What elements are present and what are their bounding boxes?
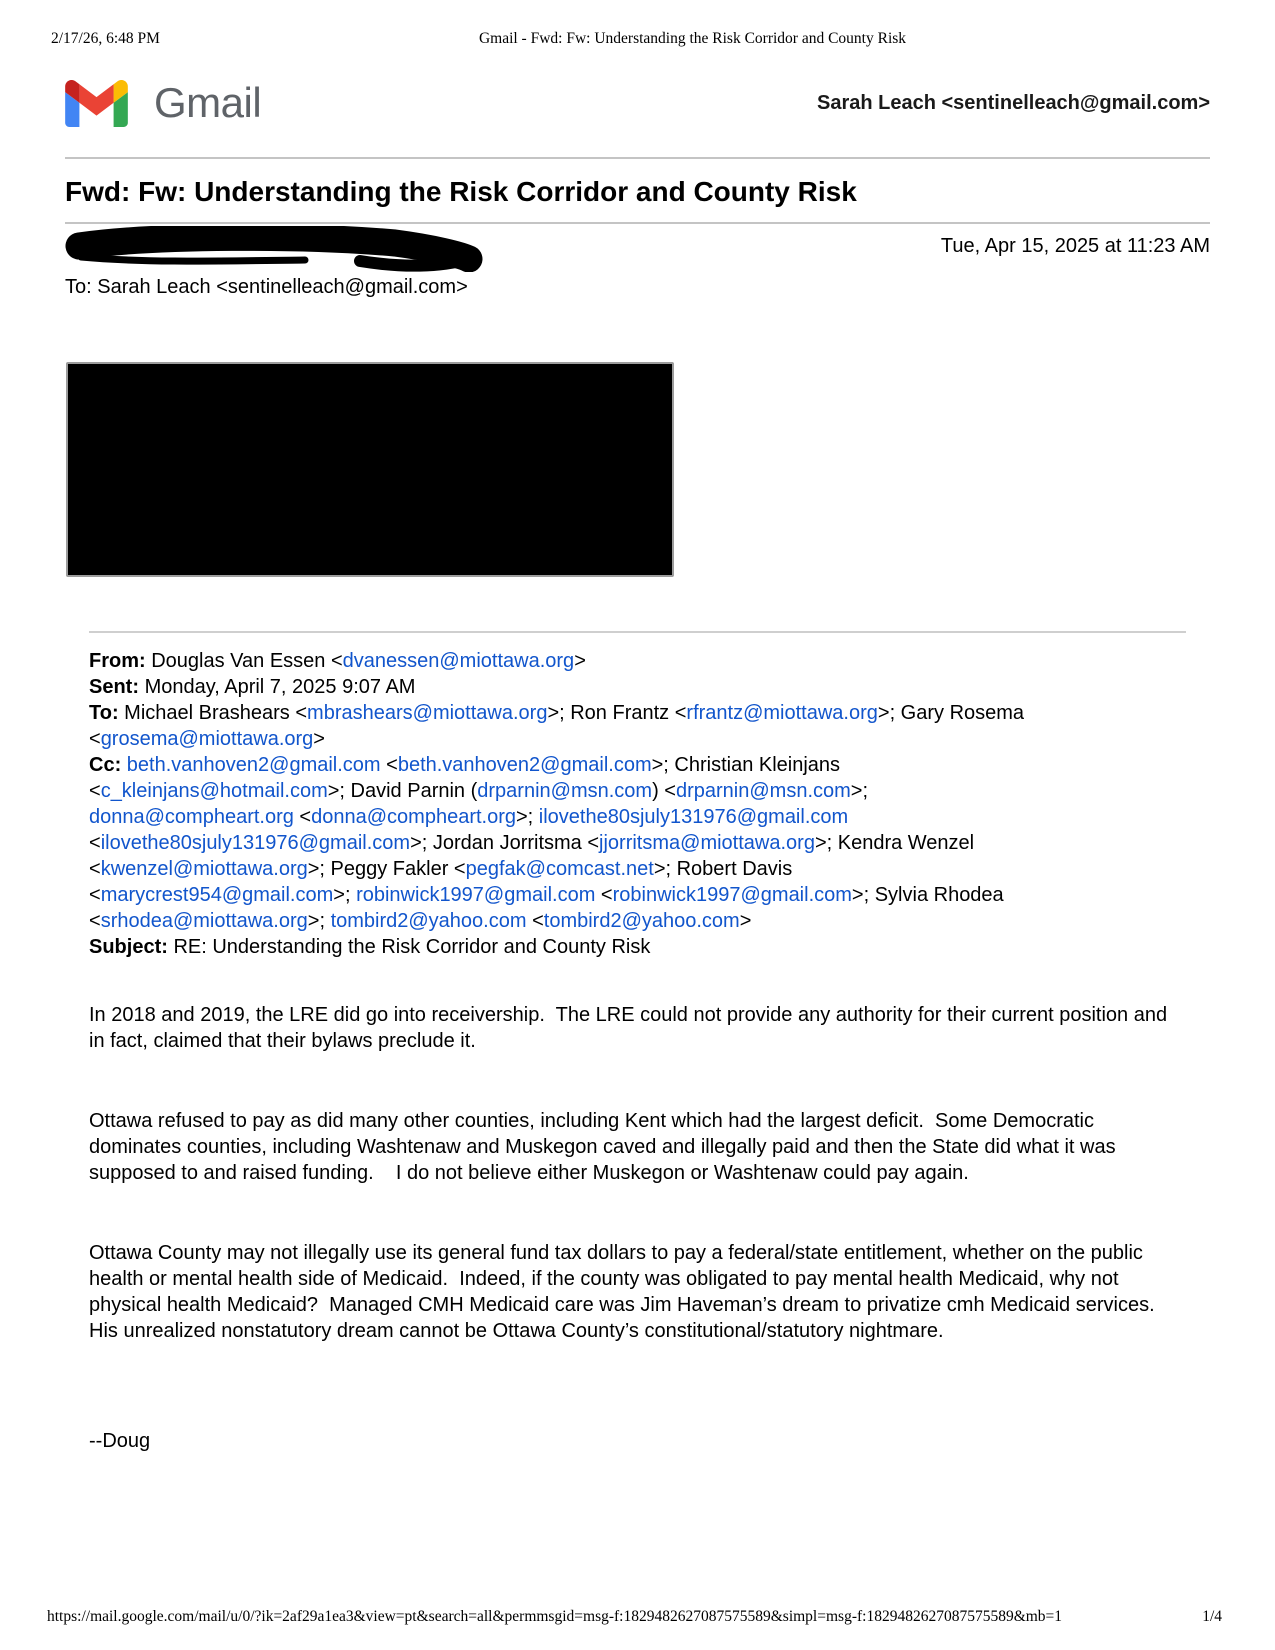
- quoted-header-line: [89, 726, 1186, 752]
- print-header: [0, 0, 1275, 48]
- gmail-logo: [65, 80, 261, 127]
- email-link[interactable]: ilovethe80sjuly131976@gmail.com: [100, 831, 411, 854]
- email-link[interactable]: dvanessen@miottawa.org: [342, 649, 575, 672]
- quoted-header-line: [89, 856, 1186, 882]
- header-text: >;: [307, 909, 331, 932]
- print-datetime: 2/17/26, 6:48 PM: [51, 30, 160, 47]
- quoted-header-line: [89, 752, 1186, 778]
- header-text: >; Ron Frantz <: [547, 701, 687, 724]
- print-footer: [0, 1608, 1275, 1650]
- header-text: <: [89, 909, 101, 932]
- gmail-header-bar: [65, 74, 1210, 132]
- email-link[interactable]: drparnin@msn.com: [675, 779, 851, 802]
- quoted-header-line: [89, 648, 1186, 674]
- quoted-header-line: [89, 934, 1186, 960]
- email-link[interactable]: kwenzel@miottawa.org: [100, 857, 308, 880]
- email-link[interactable]: jjorritsma@miottawa.org: [599, 831, 815, 854]
- header-text: >; Kendra Wenzel: [814, 831, 975, 854]
- page-number: 1/4: [1202, 1608, 1222, 1625]
- header-text: >;: [516, 805, 539, 828]
- quoted-header-line: [89, 908, 1186, 934]
- email-link[interactable]: srhodea@miottawa.org: [100, 909, 308, 932]
- signature: --Doug: [89, 1429, 151, 1452]
- quoted-message-header: [89, 648, 1186, 960]
- header-text: >; David Parnin (: [327, 779, 478, 802]
- to-recipient-line: To: Sarah Leach <sentinelleach@gmail.com>: [65, 275, 468, 298]
- quoted-header-line: [89, 830, 1186, 856]
- quoted-header-line: [89, 700, 1186, 726]
- header-text: <: [595, 883, 613, 906]
- header-text: >;: [333, 883, 357, 906]
- email-link[interactable]: pegfak@comcast.net: [465, 857, 654, 880]
- print-title: Gmail - Fwd: Fw: Understanding the Risk Corridor and County Risk: [478, 30, 907, 47]
- body-paragraph: In 2018 and 2019, the LRE did go into receivership. The LRE could not provide any authority for their current position and in fact, claimed that their bylaws preclude it.: [89, 1003, 1173, 1052]
- header-text: >: [574, 649, 586, 672]
- print-url: https://mail.google.com/mail/u/0/?ik=2af29a1ea3&view=pt&search=all&permmsgid=msg-f:1829482627087575589&simpl=msg-f:1829482627087575589&mb=1: [47, 1608, 1063, 1625]
- quoted-header-line: [89, 882, 1186, 908]
- email-link[interactable]: tombird2@yahoo.com: [330, 909, 527, 932]
- field-label: From:: [89, 649, 152, 672]
- header-text: >; Jordan Jorritsma <: [410, 831, 600, 854]
- quoted-header-line: [89, 674, 1186, 700]
- message-meta-row: [65, 224, 1210, 324]
- email-body: [89, 1002, 1186, 1344]
- received-date: Tue, Apr 15, 2025 at 11:23 AM: [940, 234, 1210, 257]
- header-text: >: [739, 909, 752, 932]
- header-text: >; Gary Rosema: [877, 701, 1025, 724]
- field-label: Cc:: [89, 753, 127, 776]
- header-text: >;: [850, 779, 869, 802]
- email-link[interactable]: mbrashears@miottawa.org: [307, 701, 548, 724]
- header-text: Michael Brashears <: [124, 701, 308, 724]
- header-text: <: [526, 909, 544, 932]
- header-text: Douglas Van Essen <: [151, 649, 343, 672]
- email-link[interactable]: rfrantz@miottawa.org: [686, 701, 878, 724]
- quoted-header-line: [89, 804, 1186, 830]
- redacted-sender-scribble: [65, 226, 483, 272]
- quoted-message-divider: [89, 631, 1186, 633]
- header-text: <: [89, 831, 101, 854]
- redacted-image-block: [66, 362, 674, 577]
- divider: [65, 157, 1210, 159]
- email-link[interactable]: donna@compheart.org: [311, 805, 516, 828]
- email-print-page: [0, 48, 1275, 1453]
- email-subject-heading: Fwd: Fw: Understanding the Risk Corridor and County Risk: [65, 176, 857, 207]
- header-text: <: [89, 727, 101, 750]
- header-text: >; Robert Davis: [653, 857, 793, 880]
- header-text: >; Peggy Fakler <: [307, 857, 466, 880]
- email-link[interactable]: donna@compheart.org: [89, 805, 294, 828]
- body-paragraph: Ottawa refused to pay as did many other counties, including Kent which had the largest deficit. Some Democratic dominates counties, including Washtenaw and Muskegon caved and illegally paid and then the State did what it was supposed to and raised funding. I do not believe either Muskegon or Washtenaw could pay again.: [89, 1109, 1122, 1184]
- field-label: Subject:: [89, 935, 174, 958]
- email-link[interactable]: grosema@miottawa.org: [100, 727, 314, 750]
- header-text: RE: Understanding the Risk Corridor and County Risk: [173, 935, 651, 958]
- email-link[interactable]: beth.vanhoven2@gmail.com: [397, 753, 652, 776]
- field-label: Sent:: [89, 675, 145, 698]
- header-text: <: [89, 779, 101, 802]
- header-text: >: [313, 727, 325, 750]
- body-paragraph: Ottawa County may not illegally use its general fund tax dollars to pay a federal/state entitlement, whether on the public health or mental health side of Medicaid. Indeed, if the county was obligated to pay mental health Medicaid, why not physical health Medicaid? Managed CMH Medicaid care was Jim Haveman’s dream to privatize cmh Medicaid services. His unrealized nonstatutory dream cannot be Ottawa County’s constitutional/statutory nightmare.: [89, 1241, 1166, 1342]
- field-label: To:: [89, 701, 125, 724]
- header-text: >; Sylvia Rhodea: [851, 883, 1004, 906]
- quoted-message: [89, 631, 1186, 1453]
- gmail-m-icon: [65, 80, 128, 127]
- email-link[interactable]: ilovethe80sjuly131976@gmail.com: [538, 805, 849, 828]
- header-text: <: [89, 857, 101, 880]
- email-link[interactable]: drparnin@msn.com: [477, 779, 653, 802]
- account-owner: Sarah Leach <sentinelleach@gmail.com>: [817, 91, 1210, 114]
- quoted-header-line: [89, 778, 1186, 804]
- header-text: <: [293, 805, 312, 828]
- header-text: <: [89, 883, 101, 906]
- header-text: ) <: [652, 779, 676, 802]
- header-text: Monday, April 7, 2025 9:07 AM: [144, 675, 416, 698]
- email-link[interactable]: beth.vanhoven2@gmail.com: [126, 753, 381, 776]
- header-text: <: [380, 753, 398, 776]
- header-text: >; Christian Kleinjans: [651, 753, 841, 776]
- gmail-wordmark: Gmail: [154, 79, 262, 126]
- email-link[interactable]: c_kleinjans@hotmail.com: [100, 779, 328, 802]
- email-link[interactable]: robinwick1997@gmail.com: [356, 883, 596, 906]
- email-link[interactable]: robinwick1997@gmail.com: [612, 883, 852, 906]
- email-link[interactable]: tombird2@yahoo.com: [543, 909, 740, 932]
- email-link[interactable]: marycrest954@gmail.com: [100, 883, 334, 906]
